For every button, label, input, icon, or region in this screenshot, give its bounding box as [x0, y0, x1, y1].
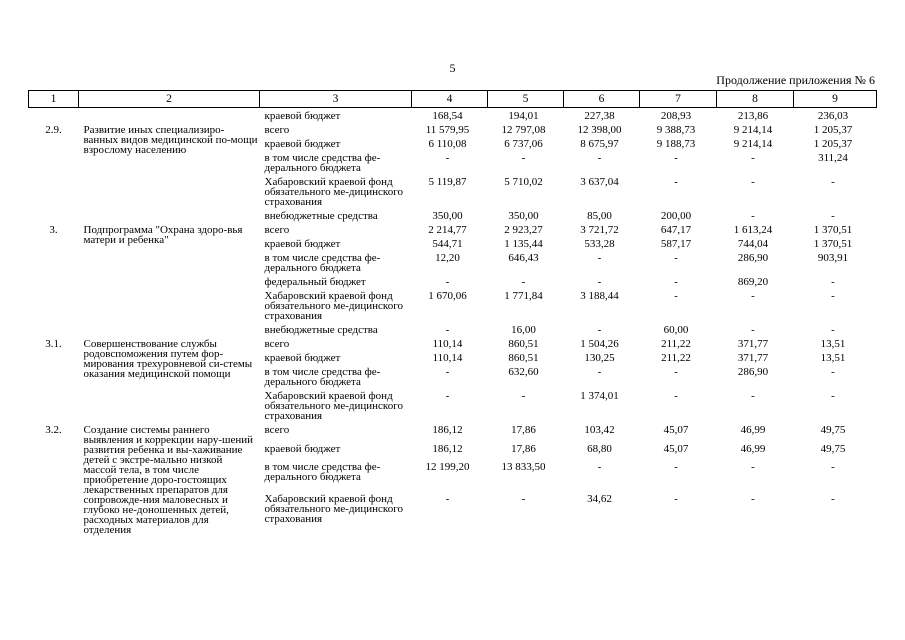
continuation-label: Продолжение приложения № 6: [716, 73, 875, 87]
amount-cell: 9 188,73: [656, 138, 696, 150]
header-cell: 3: [260, 91, 412, 108]
item-name: Создание системы раннего выявления и коррекции нару-шений развития ребенка и вы-хаживание детей с экстре-мально низкой массой тела, в том числе приобретение доро-гостоящих лекарственных препаратов для сопровожде-ния маловесных и глубоко не-доношенных детей, расходных материалов для отделения: [83, 424, 254, 536]
amount-cell: -: [521, 152, 526, 164]
amount-cell: 194,01: [508, 110, 539, 122]
table-row: [29, 422, 877, 441]
item-name: [79, 108, 260, 123]
amount-cell: 85,00: [587, 210, 612, 222]
amount-cell: 6 737,06: [504, 138, 543, 150]
header-cell: 8: [717, 91, 794, 108]
amount-cell: 186,12: [432, 424, 463, 436]
amount-cell: 350,00: [432, 210, 463, 222]
amount-cell: -: [674, 176, 678, 188]
header-cell: 4: [412, 91, 488, 108]
amount-cell: -: [445, 492, 450, 505]
amount-cell: -: [521, 492, 526, 505]
amount-cell: -: [597, 252, 602, 264]
amount-cell: 9 388,73: [656, 124, 696, 136]
amount-cell: 34,62: [587, 492, 612, 505]
amount-cell: -: [831, 492, 835, 505]
amount-cell: -: [445, 152, 450, 164]
amount-cell: 632,60: [508, 366, 539, 378]
amount-cell: 46,99: [740, 424, 766, 436]
funding-source: Хабаровский краевой фонд обязательного ме-дицинского страхования: [264, 290, 403, 322]
table-body: [29, 108, 877, 537]
amount-cell: 12 797,08: [501, 124, 546, 136]
funding-source: в том числе средства фе-дерального бюджета: [264, 461, 381, 484]
amount-cell: 236,03: [817, 110, 849, 122]
item-number: 2.9.: [45, 124, 62, 136]
amount-cell: -: [521, 390, 526, 402]
amount-cell: 68,80: [587, 442, 612, 455]
amount-cell: 647,17: [660, 224, 692, 236]
amount-cell: 5 710,02: [504, 176, 543, 188]
amount-cell: 1 670,06: [428, 290, 467, 302]
funding-source: краевой бюджет: [264, 238, 341, 250]
header-cell: 9: [794, 91, 877, 108]
amount-cell: -: [831, 461, 835, 474]
amount-cell: 1 205,37: [813, 124, 853, 136]
amount-cell: 860,51: [508, 338, 539, 350]
amount-cell: 130,25: [584, 352, 615, 364]
amount-cell: 1 504,26: [580, 338, 619, 350]
amount-cell: 2 214,77: [428, 224, 467, 236]
header-cell: 5: [488, 91, 564, 108]
amount-cell: -: [445, 366, 450, 378]
amount-cell: -: [751, 290, 755, 302]
amount-cell: 2 923,27: [504, 224, 543, 236]
funding-source: краевой бюджет: [264, 352, 341, 364]
amount-cell: 200,00: [660, 210, 692, 222]
item-number: 3.: [49, 224, 58, 236]
item-number: 3.2.: [45, 424, 62, 436]
table-row: [29, 222, 877, 236]
amount-cell: 1 374,01: [580, 390, 619, 402]
amount-cell: 1 135,44: [504, 238, 543, 250]
funding-source: федеральный бюджет: [264, 276, 366, 288]
item-number: 3.1.: [45, 338, 62, 350]
funding-source: краевой бюджет: [264, 442, 341, 455]
amount-cell: -: [831, 176, 835, 188]
amount-cell: 13,51: [820, 352, 846, 364]
funding-source: всего: [264, 124, 290, 136]
amount-cell: 371,77: [737, 338, 769, 350]
amount-cell: 587,17: [660, 238, 692, 250]
amount-cell: 9 214,14: [733, 138, 773, 150]
amount-cell: 11 579,95: [425, 124, 470, 136]
amount-cell: 46,99: [740, 442, 766, 455]
amount-cell: -: [597, 152, 602, 164]
item-name: Совершенствование службы родовспоможения путем фор-мирования трехуровневой си-стемы оказания медицинской помощи: [83, 338, 253, 380]
amount-cell: 286,90: [737, 252, 769, 264]
item-name: Подпрограмма "Охрана здоро-вья матери и ребенка": [83, 224, 243, 246]
amount-cell: -: [751, 461, 755, 474]
amount-cell: -: [751, 324, 755, 336]
funding-source: краевой бюджет: [264, 110, 341, 122]
amount-cell: 168,54: [432, 110, 463, 122]
item-name: Развитие иных специализиро-ванных видов медицинской по-мощи взрослому населению: [83, 124, 258, 156]
amount-cell: 110,14: [432, 338, 463, 350]
amount-cell: 350,00: [508, 210, 539, 222]
amount-cell: -: [674, 492, 678, 505]
amount-cell: 744,04: [737, 238, 769, 250]
amount-cell: 12 199,20: [425, 461, 470, 474]
amount-cell: 16,00: [511, 324, 536, 336]
amount-cell: 13 833,50: [501, 461, 546, 474]
header-cell: 7: [640, 91, 717, 108]
amount-cell: -: [751, 390, 755, 402]
funding-source: Хабаровский краевой фонд обязательного ме-дицинского страхования: [264, 492, 403, 525]
amount-cell: 311,24: [818, 152, 848, 164]
amount-cell: 5 119,87: [428, 176, 467, 188]
amount-cell: 860,51: [508, 352, 539, 364]
amount-cell: 9 214,14: [733, 124, 773, 136]
table-row: [29, 336, 877, 350]
amount-cell: -: [751, 152, 755, 164]
amount-cell: 6 110,08: [428, 138, 467, 150]
header-cell: 2: [79, 91, 260, 108]
funding-source: в том числе средства фе-дерального бюджета: [264, 152, 381, 174]
amount-cell: -: [751, 176, 755, 188]
amount-cell: -: [674, 366, 678, 378]
table-row: [29, 122, 877, 136]
amount-cell: 45,07: [663, 424, 689, 436]
amount-cell: 12,20: [435, 252, 460, 264]
amount-cell: 49,75: [820, 424, 846, 436]
funding-source: в том числе средства фе-дерального бюджета: [264, 252, 381, 274]
amount-cell: 1 370,51: [813, 224, 853, 236]
amount-cell: -: [674, 252, 678, 264]
amount-cell: 869,20: [737, 276, 769, 288]
amount-cell: -: [831, 210, 835, 222]
amount-cell: -: [445, 324, 450, 336]
funding-source: Хабаровский краевой фонд обязательного ме-дицинского страхования: [264, 176, 403, 208]
funding-source: всего: [264, 338, 290, 350]
amount-cell: 371,77: [737, 352, 769, 364]
amount-cell: -: [674, 276, 678, 288]
amount-cell: 186,12: [432, 442, 463, 455]
amount-cell: 110,14: [432, 352, 463, 364]
amount-cell: 211,22: [661, 338, 691, 350]
amount-cell: 213,86: [737, 110, 769, 122]
table-row: [29, 108, 877, 123]
amount-cell: -: [674, 290, 678, 302]
page-number: 5: [449, 61, 456, 75]
amount-cell: -: [751, 210, 755, 222]
amount-cell: 12 398,00: [577, 124, 622, 136]
amount-cell: -: [674, 390, 678, 402]
amount-cell: 13,51: [820, 338, 846, 350]
amount-cell: 60,00: [663, 324, 689, 336]
funding-source: внебюджетные средства: [264, 210, 378, 222]
amount-cell: -: [831, 276, 835, 288]
amount-cell: 227,38: [584, 110, 615, 122]
amount-cell: 3 188,44: [580, 290, 619, 302]
header-cell: 6: [564, 91, 640, 108]
amount-cell: -: [831, 390, 835, 402]
amount-cell: 17,86: [511, 442, 536, 455]
amount-cell: -: [597, 366, 602, 378]
amount-cell: 17,86: [511, 424, 536, 436]
header-row: [29, 91, 877, 108]
funding-source: в том числе средства фе-дерального бюджета: [264, 366, 381, 388]
amount-cell: 1 370,51: [813, 238, 853, 250]
amount-cell: 49,75: [820, 442, 846, 455]
header-cell: 1: [29, 91, 79, 108]
funding-source: внебюджетные средства: [264, 324, 378, 336]
amount-cell: -: [831, 290, 835, 302]
funding-source: всего: [264, 424, 290, 436]
funding-source: Хабаровский краевой фонд обязательного ме-дицинского страхования: [264, 390, 403, 422]
amount-cell: 533,28: [584, 238, 615, 250]
amount-cell: 211,22: [661, 352, 691, 364]
amount-cell: 544,71: [432, 238, 463, 250]
amount-cell: -: [597, 324, 602, 336]
funding-table: [28, 90, 877, 536]
amount-cell: -: [831, 324, 835, 336]
amount-cell: -: [674, 461, 678, 474]
amount-cell: 8 675,97: [580, 138, 619, 150]
amount-cell: -: [445, 276, 450, 288]
amount-cell: 1 613,24: [733, 224, 773, 236]
amount-cell: 45,07: [663, 442, 689, 455]
funding-source: краевой бюджет: [264, 138, 341, 150]
amount-cell: -: [751, 492, 755, 505]
item-number: [29, 108, 79, 123]
amount-cell: 646,43: [508, 252, 539, 264]
amount-cell: -: [674, 152, 678, 164]
amount-cell: -: [445, 390, 450, 402]
amount-cell: 286,90: [737, 366, 769, 378]
amount-cell: 1 205,37: [813, 138, 853, 150]
amount-cell: -: [831, 366, 835, 378]
amount-cell: 1 771,84: [504, 290, 543, 302]
amount-cell: 208,93: [660, 110, 692, 122]
amount-cell: -: [597, 276, 602, 288]
amount-cell: 3 721,72: [580, 224, 619, 236]
amount-cell: 3 637,04: [580, 176, 619, 188]
amount-cell: -: [597, 461, 602, 474]
funding-source: всего: [264, 224, 290, 236]
amount-cell: 903,91: [817, 252, 849, 264]
amount-cell: 103,42: [584, 424, 615, 436]
amount-cell: -: [521, 276, 526, 288]
